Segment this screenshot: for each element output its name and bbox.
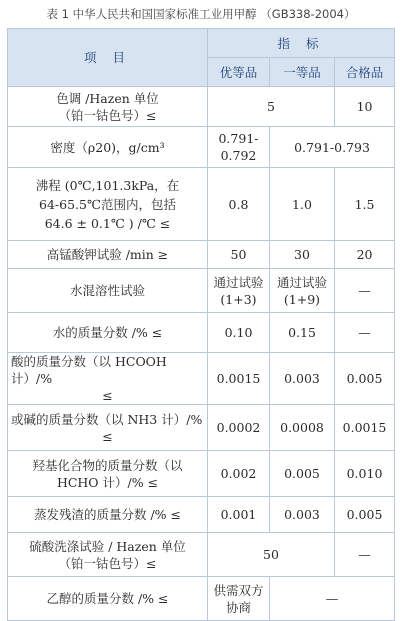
item-cell: 水混溶性试验 <box>8 269 208 313</box>
value-cell: 0.15 <box>270 313 335 353</box>
table-row <box>8 533 395 577</box>
table-caption: 表 1 中华人民共和国国家标准工业用甲醇 （GB338-2004） <box>46 7 356 21</box>
header-indicator: 指 标 <box>208 29 395 58</box>
header-grade-first: 一等品 <box>270 58 335 87</box>
value-cell: 0.001 <box>208 497 270 533</box>
value-cell: 1.5 <box>335 168 395 241</box>
value-cell: — <box>270 577 395 621</box>
item-cell: 密度（ρ20)，g/cm³ <box>8 127 208 168</box>
value-cell: 30 <box>270 241 335 269</box>
value-cell: — <box>335 313 395 353</box>
value-cell: 0.010 <box>335 451 395 497</box>
value-cell: 0.791-0.793 <box>270 127 395 168</box>
header-grade-superior: 优等品 <box>208 58 270 87</box>
value-cell: 通过试验 (1+3) <box>208 269 270 313</box>
item-cell: 高锰酸钾试验 /min ≥ <box>8 241 208 269</box>
table-row <box>8 405 395 451</box>
methanol-standard-table <box>7 28 395 621</box>
value-cell: 0.8 <box>208 168 270 241</box>
item-cell: 色调 /Hazen 单位 （铂一钴色号）≤ <box>8 87 208 127</box>
table-row <box>8 577 395 621</box>
table-row <box>8 269 395 313</box>
header-grade-qualified: 合格品 <box>335 58 395 87</box>
value-cell: 0.0015 <box>335 405 395 451</box>
item-cell: 羟基化合物的质量分数（以 HCHO 计）/% ≤ <box>8 451 208 497</box>
table-row <box>8 451 395 497</box>
header-item: 项 目 <box>8 29 208 87</box>
table-row <box>8 168 395 241</box>
value-cell: 0.005 <box>270 451 335 497</box>
value-cell: 1.0 <box>270 168 335 241</box>
value-cell: — <box>335 533 395 577</box>
value-cell: 0.791-0.792 <box>208 127 270 168</box>
value-cell: 10 <box>335 87 395 127</box>
value-cell: 0.0015 <box>208 353 270 405</box>
item-cell: 酸的质量分数（以 HCOOH 计）/% ≤ <box>8 353 208 405</box>
value-cell: 0.0002 <box>208 405 270 451</box>
value-cell: — <box>335 269 395 313</box>
table-row <box>8 87 395 127</box>
value-cell: 0.005 <box>335 497 395 533</box>
table-row <box>8 127 395 168</box>
table-row <box>8 497 395 533</box>
table-row <box>8 313 395 353</box>
value-cell: 20 <box>335 241 395 269</box>
item-cell: 蒸发残渣的质量分数 /% ≤ <box>8 497 208 533</box>
value-cell: 供需双方协商 <box>208 577 270 621</box>
value-cell: 0.002 <box>208 451 270 497</box>
item-cell: 沸程 (0℃,101.3kPa，在 64-65.5℃范围内，包括 64.6 ± 0.1℃ ) /℃ ≤ <box>8 168 208 241</box>
value-cell: 50 <box>208 533 335 577</box>
value-cell: 0.003 <box>270 497 335 533</box>
value-cell: 0.0008 <box>270 405 335 451</box>
item-cell: 或碱的质量分数（以 NH3 计）/% ≤ <box>8 405 208 451</box>
item-cell: 水的质量分数 /% ≤ <box>8 313 208 353</box>
value-cell: 5 <box>208 87 335 127</box>
value-cell: 0.003 <box>270 353 335 405</box>
table-row <box>8 241 395 269</box>
table-row <box>8 353 395 405</box>
value-cell: 0.005 <box>335 353 395 405</box>
value-cell: 0.10 <box>208 313 270 353</box>
value-cell: 50 <box>208 241 270 269</box>
item-cell: 乙醇的质量分数 /% ≤ <box>8 577 208 621</box>
item-cell: 硫酸洗涤试验 / Hazen 单位 （铂一钴色号）≤ <box>8 533 208 577</box>
value-cell: 通过试验 (1+9) <box>270 269 335 313</box>
